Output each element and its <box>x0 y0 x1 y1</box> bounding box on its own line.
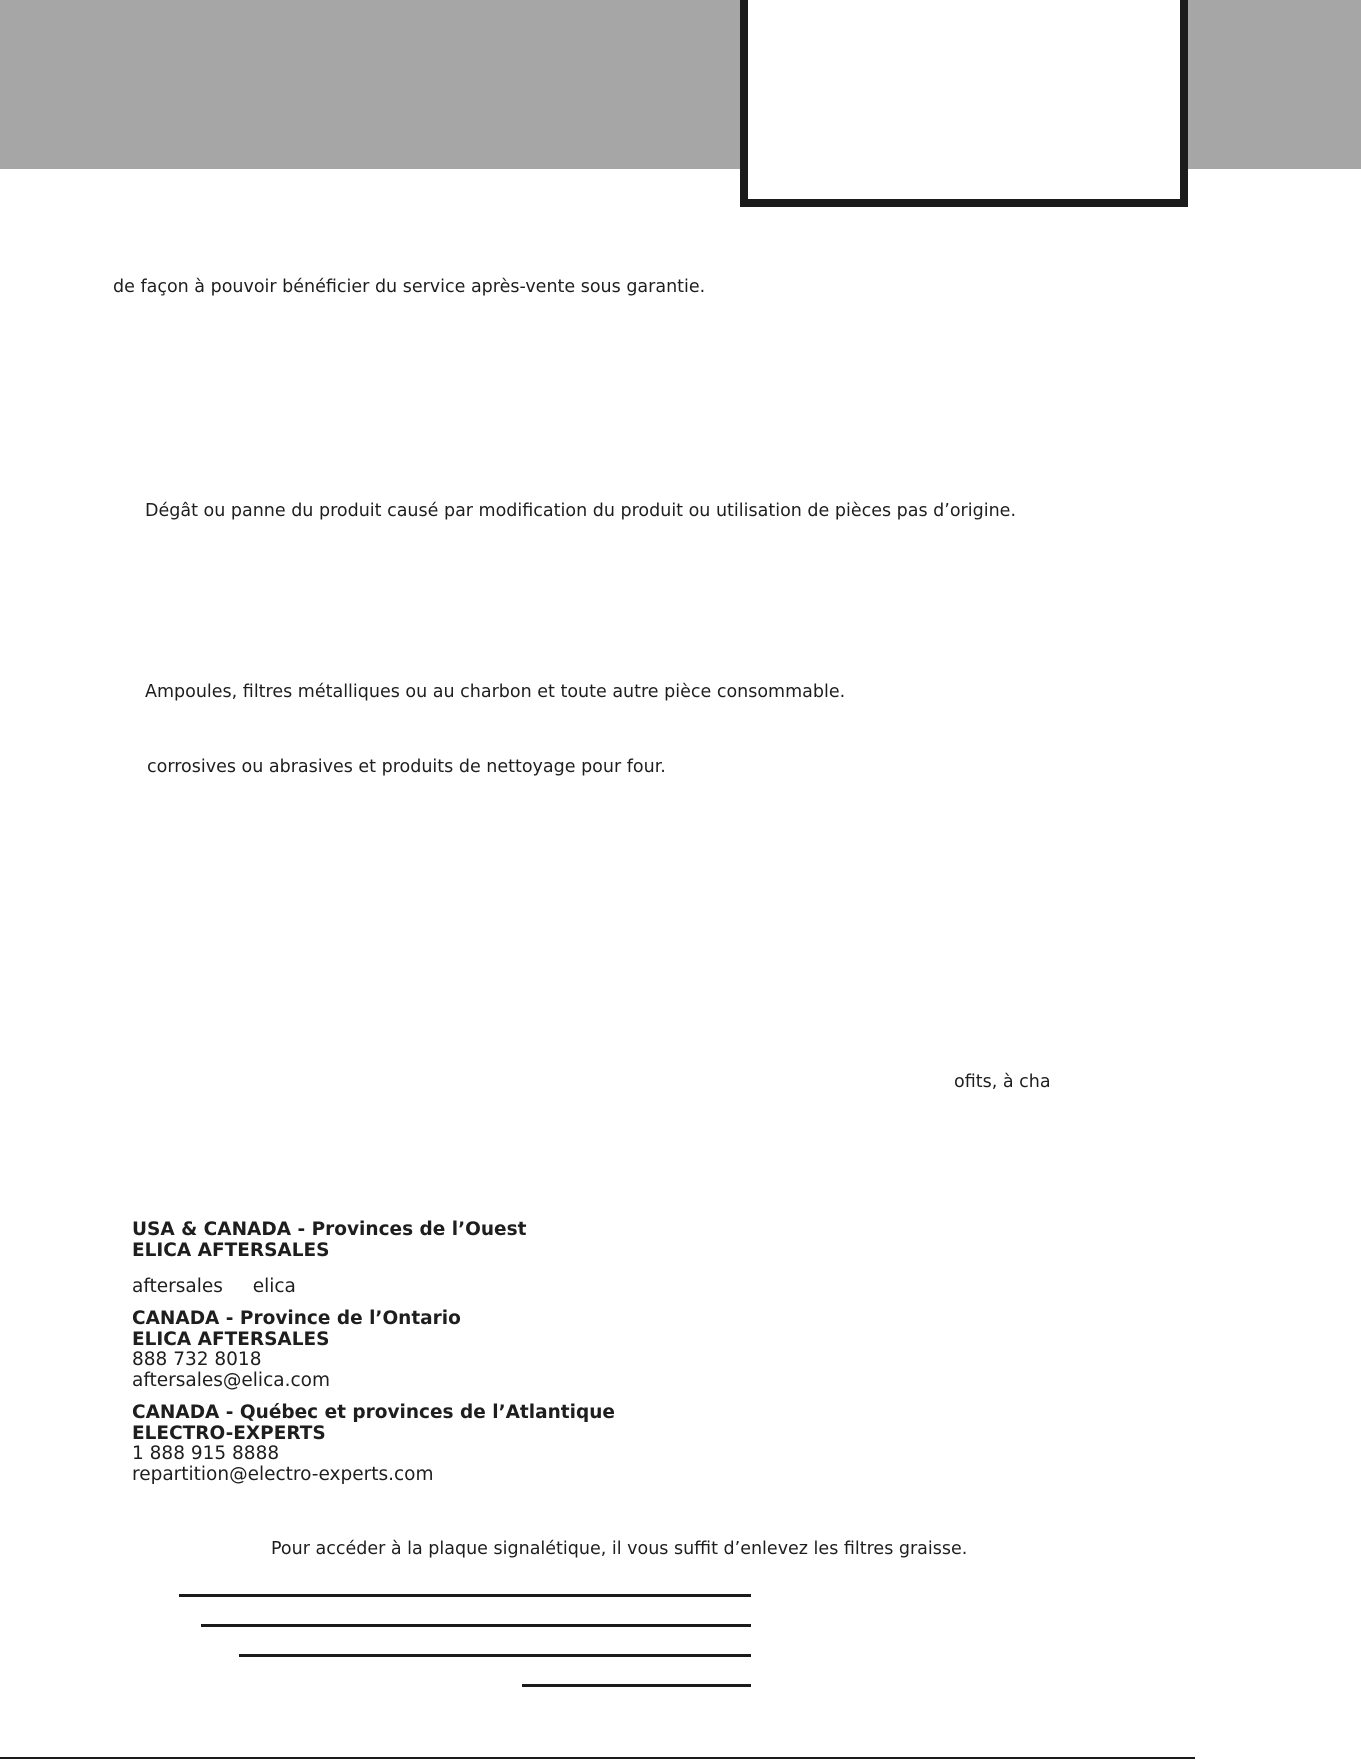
contact-email <box>132 1277 526 1298</box>
blank-field-line <box>239 1654 751 1657</box>
contact-block-ontario <box>132 1309 461 1391</box>
contact-block-quebec <box>132 1403 615 1485</box>
contact-email-user: aftersales <box>132 1276 223 1297</box>
contact-company: ELECTRO-EXPERTS <box>132 1422 326 1444</box>
contact-email: repartition@electro-experts.com <box>132 1463 434 1485</box>
contact-block-west <box>132 1220 526 1298</box>
blank-field-line <box>201 1624 751 1627</box>
footer-rule <box>0 1757 1195 1759</box>
consumables-line: Ampoules, filtres métalliques ou au charbon et toute autre pièce consommable. <box>145 682 846 702</box>
contact-phone: 1 888 915 8888 <box>132 1443 280 1464</box>
rating-plate-note: Pour accéder à la plaque signalétique, il vous suffit d’enlevez les filtres graisse. <box>271 1539 968 1559</box>
text-fragment: ofits, à cha <box>954 1072 1051 1092</box>
blank-field-line <box>522 1684 751 1687</box>
blank-field-line <box>179 1594 751 1597</box>
contact-company: ELICA AFTERSALES <box>132 1328 330 1350</box>
corrosive-products-line: corrosives ou abrasives et produits de nettoyage pour four. <box>147 757 666 777</box>
contact-email: aftersales@elica.com <box>132 1369 330 1391</box>
contact-phone: 888 732 8018 <box>132 1349 262 1370</box>
header-blank-box <box>740 0 1188 207</box>
contact-email-domain: elica <box>252 1276 296 1297</box>
modification-damage-line: Dégât ou panne du produit causé par modification du produit ou utilisation de pièces pas d’origine. <box>145 501 1017 521</box>
contact-region: CANADA - Québec et provinces de l’Atlantique <box>132 1402 615 1423</box>
contact-region: CANADA - Province de l’Ontario <box>132 1308 461 1329</box>
warranty-service-line: de façon à pouvoir bénéficier du service après-vente sous garantie. <box>113 277 706 297</box>
contact-region: USA & CANADA - Provinces de l’Ouest <box>132 1219 527 1240</box>
contact-company: ELICA AFTERSALES <box>132 1239 330 1261</box>
